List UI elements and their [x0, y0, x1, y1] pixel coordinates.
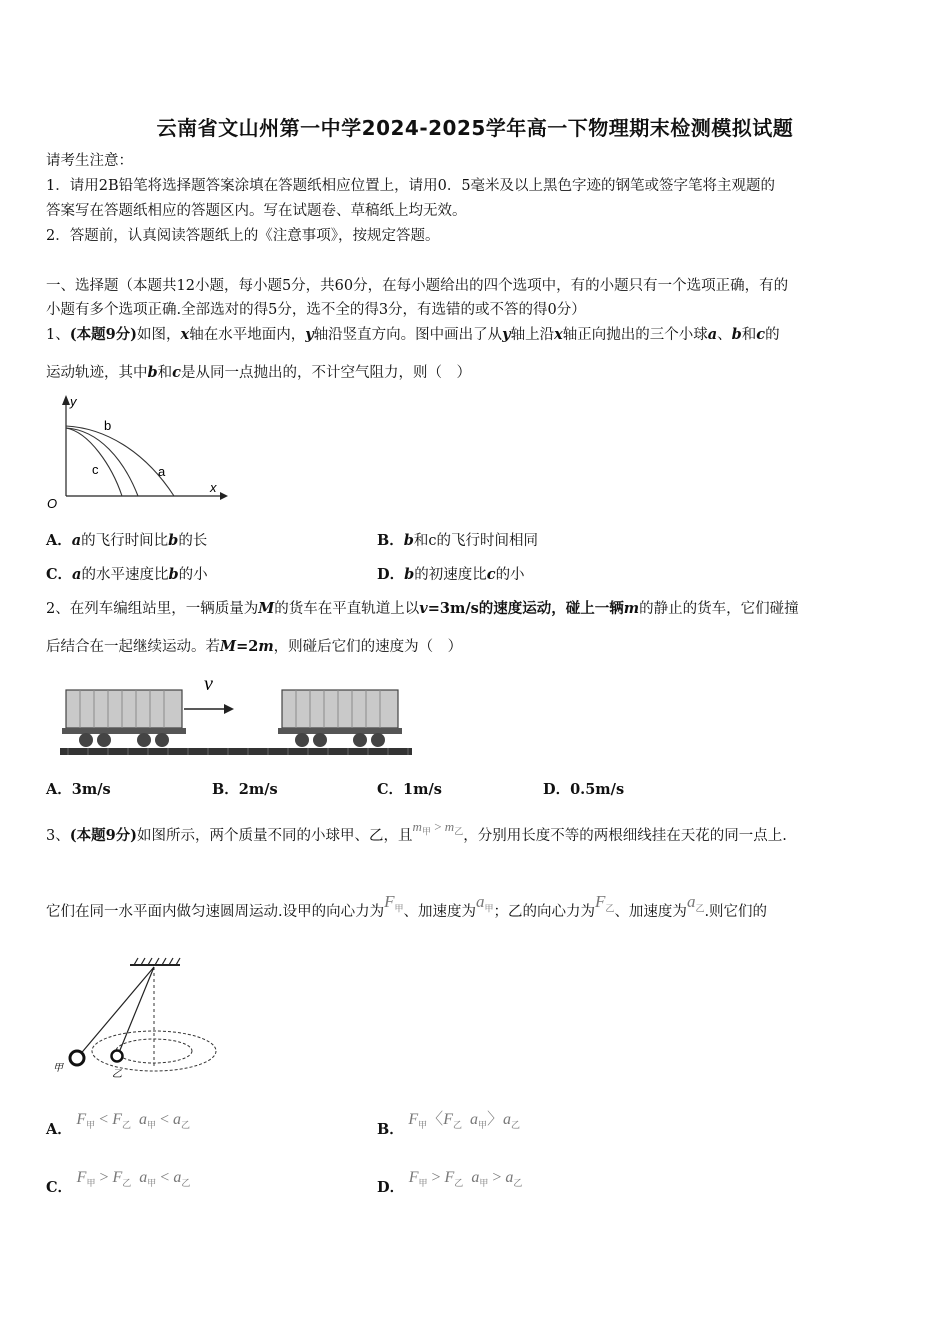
q1-option-d[interactable]	[377, 565, 525, 585]
option-text: 的飞行时间相同	[436, 533, 539, 549]
option-label: A．	[46, 532, 72, 549]
var-b: b	[731, 326, 742, 343]
q2-freight-car-figure	[58, 668, 418, 760]
q1-text: 轴正向抛出的三个小球	[562, 327, 708, 343]
q2-option-c[interactable]	[377, 780, 442, 800]
notice-item2: 2．答题前，认真阅读答题纸上的《注意事项》，按规定答题。	[46, 228, 440, 244]
option-label: A．	[46, 1121, 72, 1138]
var-v: v	[419, 600, 428, 617]
accel-yi: $a_乙$	[686, 892, 705, 914]
notice-heading: 请考生注意：	[46, 153, 133, 169]
option-text: 的飞行时间比	[81, 533, 169, 549]
notice-item1-line2: 答案写在答题纸相应的答题区内。写在试题卷、草稿纸上均无效。	[46, 203, 467, 219]
var: a	[71, 532, 82, 549]
q2-stem-line1	[46, 599, 799, 619]
option-formula: $F_甲$〈$F_乙$ $a_甲$〉$a_乙$	[408, 1111, 521, 1131]
x-axis-arrow	[220, 492, 228, 500]
var: a	[72, 566, 82, 583]
var-c: c	[172, 364, 181, 381]
q3-text: 、加速度为	[403, 904, 477, 920]
option-text: 的小	[178, 567, 208, 583]
string-jia	[78, 967, 154, 1057]
q3-option-c[interactable]	[46, 1168, 191, 1196]
string-yi	[118, 967, 154, 1055]
q3-text: .则它们的	[704, 904, 768, 920]
q3-stem-line1	[46, 819, 787, 851]
q1-option-b[interactable]	[377, 531, 538, 551]
option-text: 1m/s	[403, 781, 442, 798]
q1-text: 如图，	[137, 327, 181, 343]
q3-number: 3、	[46, 828, 70, 844]
var-M: M	[220, 638, 237, 655]
option-text: 3m/s	[71, 781, 111, 798]
option-text: 0.5m/s	[570, 781, 625, 798]
accel-jia: $a_甲$	[476, 892, 494, 914]
section-intro-line1: 一、选择题（本题共12小题，每小题5分，共60分，在每小题给出的四个选项中，有的小题只有一个选项正确，有的	[46, 278, 789, 294]
curve-b-label: b	[104, 418, 112, 433]
var: b	[168, 532, 179, 549]
option-label: B．	[377, 532, 404, 549]
q2-text: =3m/s的速度运动，碰上一辆	[427, 600, 624, 617]
q3-text: ；乙的向心力为	[493, 904, 596, 920]
q3-conical-pendulum-figure	[50, 955, 230, 1085]
velocity-label: v	[204, 673, 213, 695]
q2-text: 的货车在平直轨道上以	[274, 601, 420, 617]
q1-option-c[interactable]	[46, 565, 208, 585]
section-intro-line2: 小题有多个选项正确.全部选对的得5分，选不全的得3分，有选错的或不答的得0分）	[46, 302, 586, 318]
q3-stem-line2	[46, 892, 768, 927]
var: c	[428, 533, 437, 549]
var-m: m	[623, 600, 640, 617]
q1-text: 、	[717, 327, 732, 343]
q2-stem-line2	[46, 637, 462, 657]
q2-option-d[interactable]	[543, 780, 624, 800]
q1-stem-line1	[46, 325, 780, 345]
option-text: 和	[413, 533, 429, 549]
option-text: 的小	[495, 567, 525, 583]
option-label: A．	[46, 781, 72, 798]
velocity-arrowhead	[224, 704, 234, 714]
origin-label: O	[47, 496, 58, 511]
var-y: y	[305, 326, 314, 343]
q1-trajectory-figure	[44, 390, 234, 514]
var-a: a	[707, 326, 718, 343]
var-y: y	[502, 326, 511, 343]
q2-text: 后结合在一起继续运动。若	[46, 639, 220, 655]
q3-text: ，分别用长度不等的两根细线挂在天花的同一点上.	[463, 828, 787, 844]
var: b	[403, 532, 414, 549]
page-title: 云南省文山州第一中学2024-2025学年高一下物理期末检测模拟试题	[156, 116, 794, 140]
var-x: x	[554, 326, 563, 343]
option-text: 的初速度比	[414, 567, 487, 583]
y-axis-arrow	[62, 395, 70, 405]
trajectory-a	[66, 426, 174, 496]
q1-number: 1、	[46, 327, 70, 343]
y-axis-label: y	[70, 394, 77, 409]
q1-text: 的	[765, 327, 780, 343]
option-formula: $F_甲 > F_乙$ $a_甲 > a_乙$	[408, 1169, 523, 1189]
q3-score: (本题9分)	[69, 827, 138, 844]
var: c	[486, 566, 496, 583]
var-x: x	[180, 326, 190, 343]
var-b: b	[147, 364, 158, 381]
q2-text: 在列车编组站里，一辆质量为	[69, 601, 259, 617]
notice-item1-line1: 1．请用2B铅笔将选择题答案涂填在答题纸相应位置上，请用0．5毫米及以上黑色字迹的钢笔或签字笔将主观题的	[46, 178, 776, 194]
var: b	[168, 566, 179, 583]
q2-text: 的静止的货车，它们碰撞	[639, 601, 799, 617]
q3-option-d[interactable]	[377, 1168, 523, 1196]
mass-condition: $m_甲 > m_乙$	[412, 819, 464, 837]
var: b	[404, 566, 415, 583]
x-axis-label: x	[210, 480, 217, 495]
q1-stem-line2	[46, 363, 471, 383]
ball-jia	[70, 1051, 84, 1065]
q1-text: 是从同一点抛出的，不计空气阻力，则（ ）	[180, 365, 471, 381]
option-formula: $F_甲 > F_乙$ $a_甲 < a_乙$	[76, 1169, 191, 1189]
q2-text: ，则碰后它们的速度为（ ）	[273, 639, 463, 655]
option-label: C．	[377, 781, 404, 798]
q3-text: 、加速度为	[614, 904, 687, 920]
option-label: B．	[377, 1121, 404, 1138]
option-formula: $F_甲 < F_乙$ $a_甲 < a_乙$	[76, 1111, 191, 1131]
q3-text: 它们在同一水平面内做匀速圆周运动.设甲的向心力为	[46, 904, 385, 920]
curve-a-label: a	[158, 464, 166, 479]
option-text: 的长	[178, 533, 208, 549]
q1-text: 和	[157, 365, 173, 381]
option-label: B．	[212, 781, 239, 798]
trajectory-b	[66, 428, 138, 496]
q2-option-a[interactable]	[46, 780, 111, 800]
q3-option-b[interactable]	[377, 1110, 521, 1138]
q1-text: 和	[741, 327, 757, 343]
q2-number: 2、	[46, 601, 70, 617]
q1-score: (本题9分)	[69, 326, 138, 343]
freight-car-stationary	[278, 690, 402, 747]
curve-c-label: c	[92, 462, 99, 477]
q1-text: 轴在水平地面内，	[189, 327, 306, 343]
ceiling-hatch	[134, 958, 180, 965]
var-m: m	[258, 638, 274, 655]
option-label: C．	[46, 1179, 73, 1196]
option-text: 2m/s	[238, 781, 278, 798]
rail-track	[60, 748, 412, 755]
ball-jia-label: 甲	[53, 1063, 63, 1074]
q2-option-b[interactable]	[212, 780, 278, 800]
var-M: M	[258, 600, 275, 617]
var-c: c	[756, 326, 766, 343]
ball-yi-label: 乙	[112, 1069, 122, 1080]
option-label: C．	[46, 566, 73, 583]
force-yi: $F_乙$	[595, 892, 615, 914]
option-text: 的水平速度比	[81, 567, 169, 583]
option-label: D．	[377, 1179, 405, 1196]
q1-text: 运动轨迹，其中	[46, 365, 148, 381]
q1-text: 轴沿竖直方向。图中画出了从	[313, 327, 503, 343]
q2-text: =2	[236, 638, 259, 655]
q3-option-a[interactable]	[46, 1110, 191, 1138]
q1-text: 轴上沿	[510, 327, 555, 343]
option-label: D．	[543, 781, 571, 798]
option-label: D．	[377, 566, 405, 583]
q1-option-a[interactable]	[46, 531, 207, 551]
q3-text: 如图所示，两个质量不同的小球甲、乙，且	[137, 828, 413, 844]
force-jia: $F_甲$	[384, 892, 404, 914]
ball-yi	[112, 1051, 123, 1062]
freight-car-moving	[62, 690, 186, 747]
